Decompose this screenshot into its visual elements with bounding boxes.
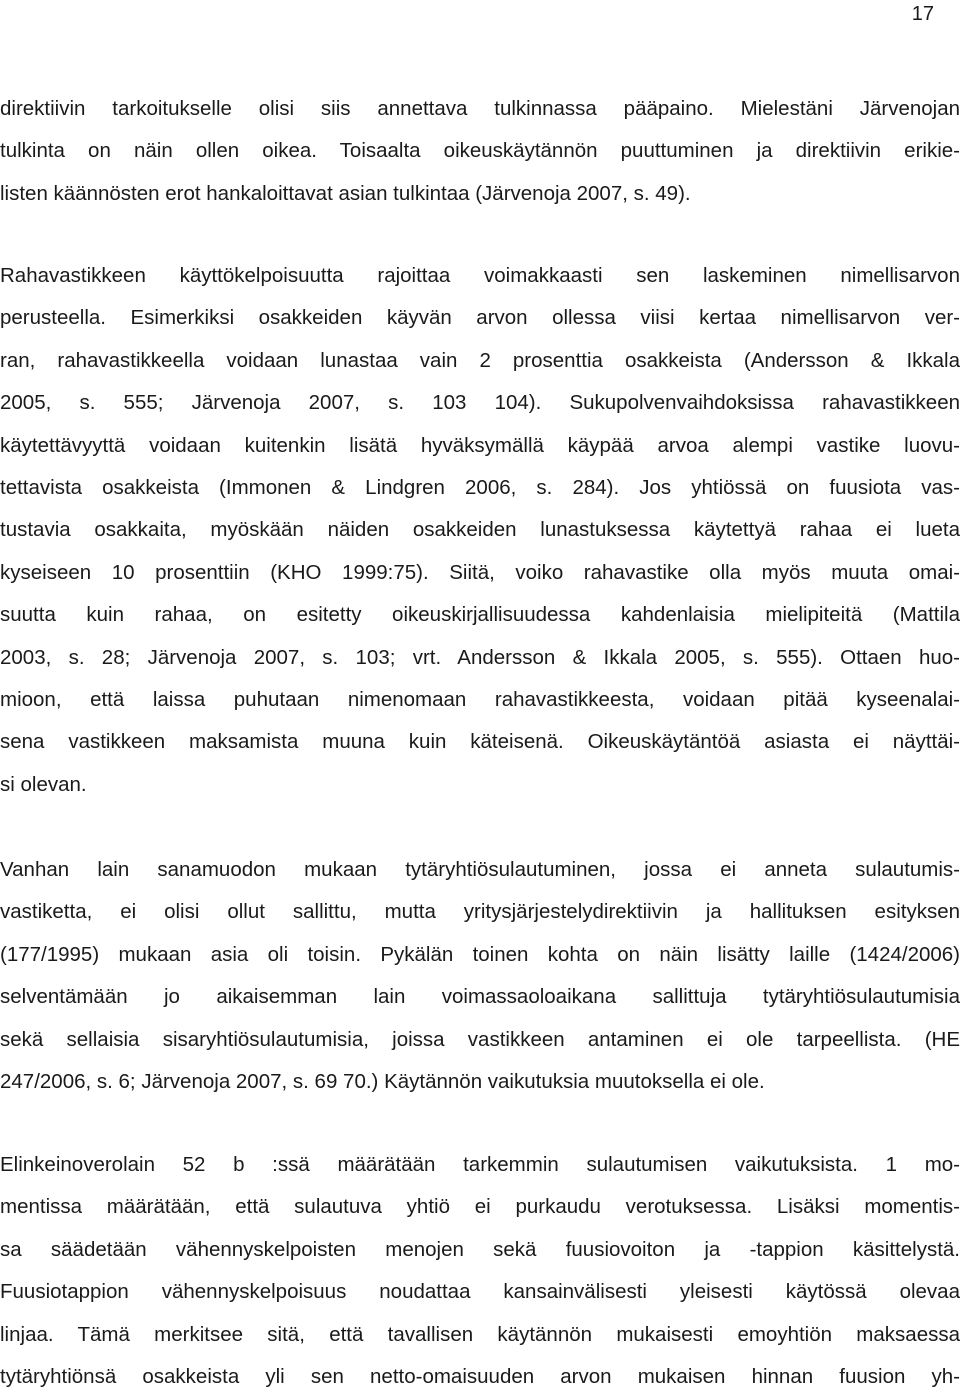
text-line: suutta kuin rahaa, on esitetty oikeuskirjallisuudessa kahdenlaisia mielipiteitä (Mattila — [0, 603, 960, 627]
text-line: ran, rahavastikkeella voidaan lunastaa vain 2 prosenttia osakkeista (Andersson & Ikkala — [0, 348, 960, 372]
text-line: (177/1995) mukaan asia oli toisin. Pykälän toinen kohta on näin lisätty laille (1424/2006) — [0, 942, 960, 966]
text-line: käytettävyyttä voidaan kuitenkin lisätä hyväksymällä käypää arvoa alempi vastike luovu- — [0, 433, 960, 457]
text-line: listen käännösten erot hankaloittavat asian tulkintaa (Järvenoja 2007, s. 49). — [0, 181, 691, 205]
text-line: mioon, että laissa puhutaan nimenomaan rahavastikkeesta, voidaan pitää kyseenalai- — [0, 687, 960, 711]
text-line: vastiketta, ei olisi ollut sallittu, mutta yritysjärjestelydirektiivin ja hallituksen esityksen — [0, 900, 960, 924]
paragraph-3 — [0, 849, 960, 1103]
text-line: 2003, s. 28; Järvenoja 2007, s. 103; vrt. Andersson & Ikkala 2005, s. 555). Ottaen huo- — [0, 645, 960, 669]
text-line: sa säädetään vähennyskelpoisten menojen sekä fuusiovoiton ja -tappion käsittelystä. — [0, 1237, 960, 1261]
text-line: tettavista osakkeista (Immonen & Lindgren 2006, s. 284). Jos yhtiössä on fuusiota vas- — [0, 475, 960, 499]
text-line: Fuusiotappion vähennyskelpoisuus noudattaa kansainvälisesti yleisesti käytössä olevaa — [0, 1280, 960, 1304]
text-line: selventämään jo aikaisemman lain voimassaoloaikana sallittuja tytäryhtiösulautumisia — [0, 985, 960, 1009]
text-line: 247/2006, s. 6; Järvenoja 2007, s. 69 70.) Käytännön vaikutuksia muutoksella ei ole. — [0, 1069, 765, 1093]
text-line: tytäryhtiönsä osakkeista yli sen netto-omaisuuden arvon mukaisen hinnan fuusion yh- — [0, 1364, 960, 1388]
text-line: 2005, s. 555; Järvenoja 2007, s. 103 104). Sukupolvenvaihdoksissa rahavastikkeen — [0, 391, 960, 415]
text-line: perusteella. Esimerkiksi osakkeiden käyvän arvon ollessa viisi kertaa nimellisarvon ver- — [0, 306, 960, 330]
page-number: 17 — [911, 3, 934, 25]
text-line: tulkinta on näin ollen oikea. Toisaalta oikeuskäytännön puuttuminen ja direktiivin erikie- — [0, 139, 960, 163]
text-line: Vanhan lain sanamuodon mukaan tytäryhtiösulautuminen, jossa ei anneta sulautumis- — [0, 858, 960, 881]
text-line: sekä sellaisia sisaryhtiösulautumisia, joissa vastikkeen antaminen ei ole tarpeellista. (HE — [0, 1027, 960, 1051]
text-line: direktiivin tarkoitukselle olisi siis annettava tulkinnassa pääpaino. Mielestäni Järvenojan — [0, 97, 960, 120]
text-line: mentissa määrätään, että sulautuva yhtiö ei purkaudu verotuksessa. Lisäksi momentis- — [0, 1195, 960, 1219]
text-line: sena vastikkeen maksamista muuna kuin käteisenä. Oikeuskäytäntöä asiasta ei näyttäi- — [0, 730, 960, 754]
text-line: Rahavastikkeen käyttökelpoisuutta rajoittaa voimakkaasti sen laskeminen nimellisarvon — [0, 264, 960, 287]
text-line: tustavia osakkaita, myöskään näiden osakkeiden lunastuksessa käytettyä rahaa ei lueta — [0, 518, 960, 542]
paragraph-4 — [0, 1144, 960, 1398]
paragraph-2 — [0, 255, 960, 806]
paragraph-1 — [0, 88, 960, 215]
text-line: kyseiseen 10 prosenttiin (KHO 1999:75). Siitä, voiko rahavastike olla myös muuta omai- — [0, 560, 960, 584]
text-line: linjaa. Tämä merkitsee sitä, että tavallisen käytännön mukaisesti emoyhtiön maksaessa — [0, 1322, 960, 1346]
text-line: si olevan. — [0, 772, 87, 796]
text-line: Elinkeinoverolain 52 b :ssä määrätään tarkemmin sulautumisen vaikutuksista. 1 mo- — [0, 1153, 960, 1176]
